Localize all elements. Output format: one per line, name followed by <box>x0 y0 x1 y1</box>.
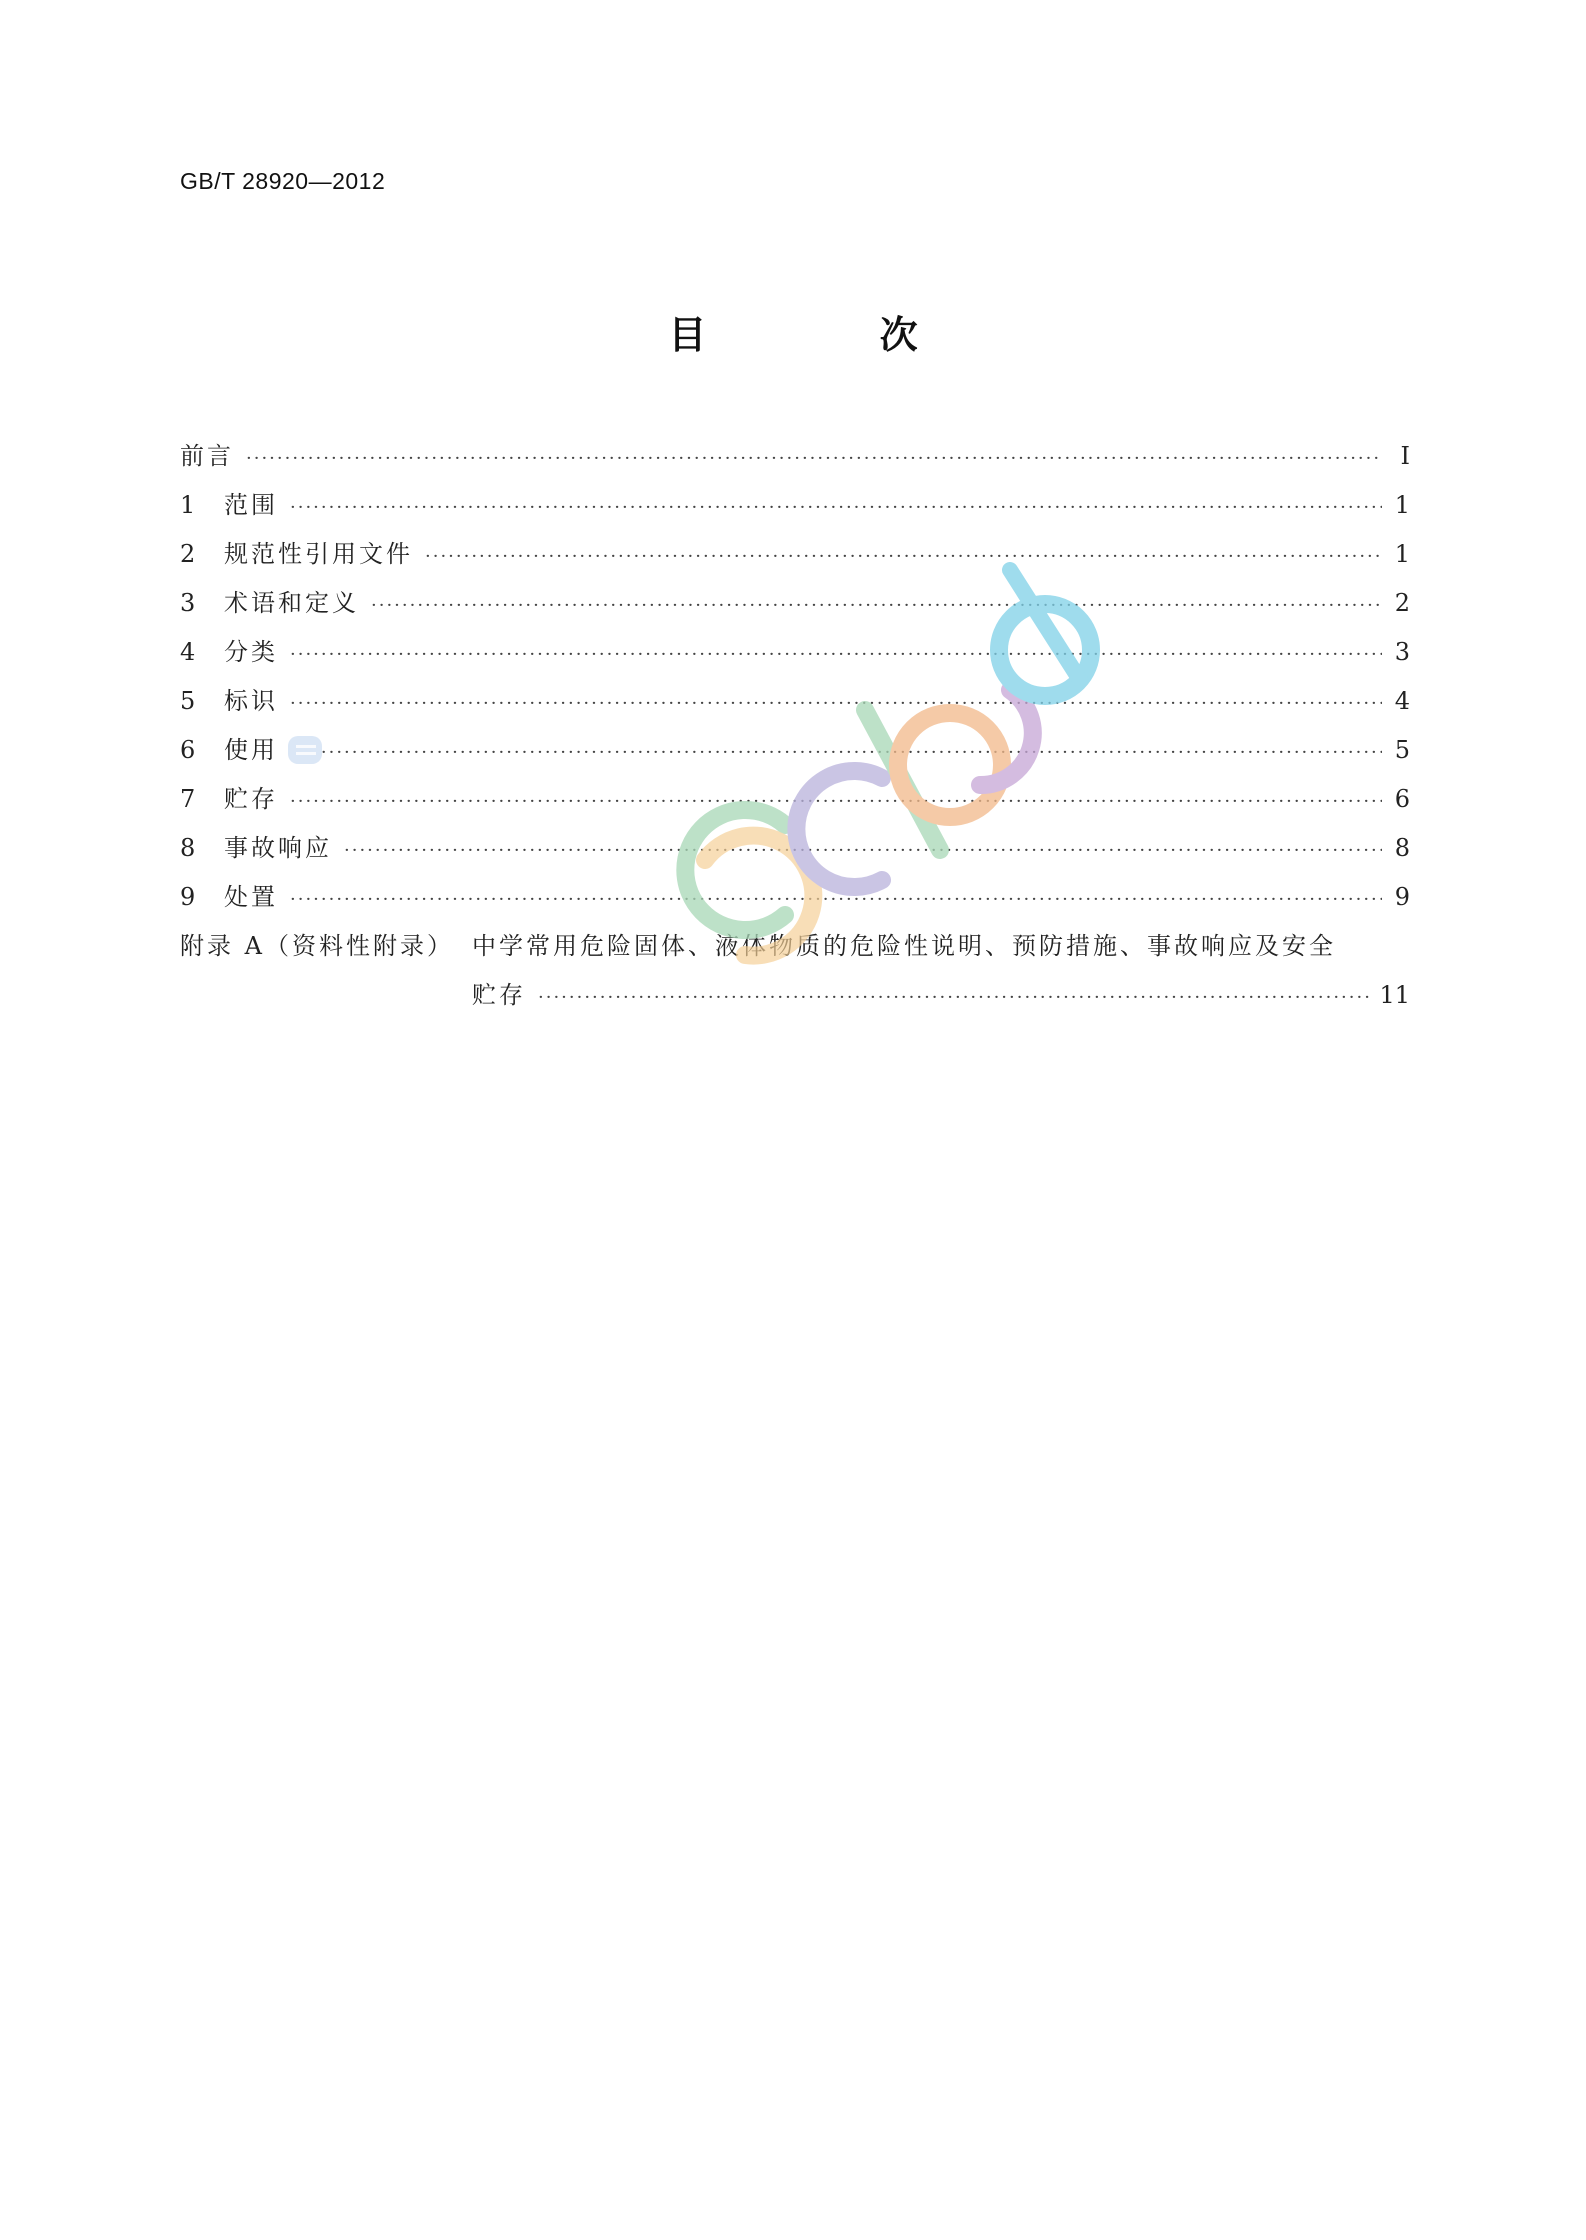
toc-entry-page: 2 <box>1394 589 1410 617</box>
toc-entry-number: 9 <box>180 883 196 911</box>
toc-entry-page: 6 <box>1394 785 1410 813</box>
annex-title-line-1: 中学常用危险固体、液体物质的危险性说明、预防措施、事故响应及安全 <box>472 932 1336 960</box>
toc-entry-label: 术语和定义 <box>224 589 359 617</box>
toc-entry-number: 8 <box>180 834 196 862</box>
toc-entry-page: 9 <box>1394 883 1410 911</box>
toc-leader-dots <box>246 448 1382 469</box>
toc-entry-page: Ⅰ <box>1400 442 1410 470</box>
toc-entry-number: 7 <box>180 785 196 813</box>
toc-entry-label: 分类 <box>224 638 278 666</box>
toc-entry-number: 1 <box>180 491 196 519</box>
toc-entry-page: 1 <box>1394 491 1410 519</box>
toc-entry-label: 事故响应 <box>224 834 332 862</box>
toc-entry-scope[interactable] <box>180 485 1410 534</box>
annex-title-line-2: 贮存 <box>472 981 526 1009</box>
toc-entry-page: 5 <box>1394 736 1410 764</box>
toc-entry-label: 处置 <box>224 883 278 911</box>
small-blue-mark-icon <box>284 730 326 770</box>
toc-entry-number: 5 <box>180 687 196 715</box>
toc-entry-label: 前言 <box>180 442 234 470</box>
toc-entry-number: 6 <box>180 736 196 764</box>
toc-entry-number: 4 <box>180 638 196 666</box>
toc-entry-page: 4 <box>1394 687 1410 715</box>
toc-entry-label: 贮存 <box>224 785 278 813</box>
annex-prefix: 附录 A（资料性附录） <box>180 932 454 960</box>
toc-entry-page: 11 <box>1379 981 1410 1009</box>
toc-entry-foreword[interactable] <box>180 436 1410 485</box>
standard-code: GB/T 28920—2012 <box>180 168 386 194</box>
toc-entry-label: 范围 <box>224 491 278 519</box>
page-title: 目 次 <box>668 313 998 357</box>
toc-entry-label: 使用 <box>224 736 278 764</box>
toc-leader-dots <box>290 497 1382 518</box>
toc-entry-number: 2 <box>180 540 196 568</box>
toc-entry-page: 3 <box>1394 638 1410 666</box>
toc-entry-label: 标识 <box>224 687 278 715</box>
toc-entry-number: 3 <box>180 589 196 617</box>
toc-entry-label: 规范性引用文件 <box>224 540 413 568</box>
toc-entry-page: 8 <box>1394 834 1410 862</box>
toc-entry-page: 1 <box>1394 540 1410 568</box>
cloud-watermark-logo-icon <box>650 560 1100 1020</box>
